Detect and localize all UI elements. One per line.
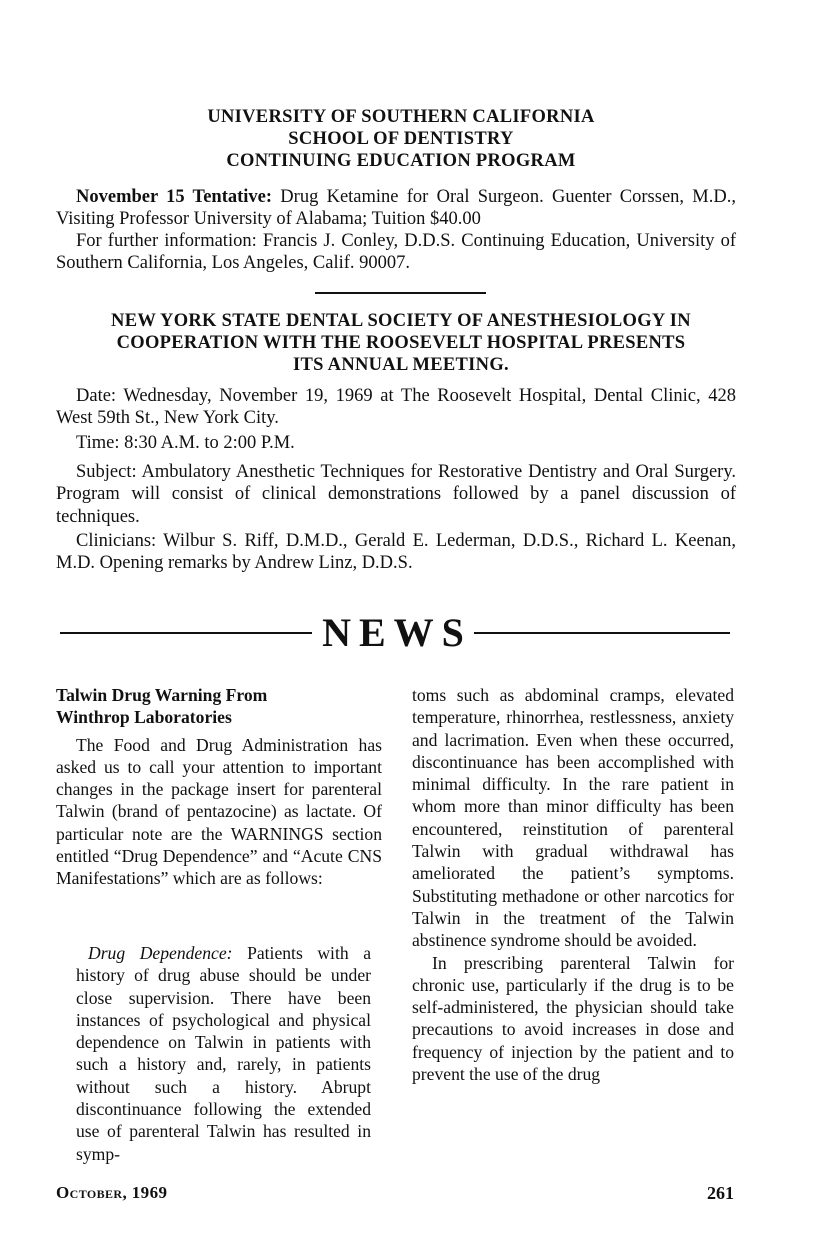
footer-date: October, 1969 — [56, 1183, 168, 1202]
nysdsa-header-line: COOPERATION WITH THE ROOSEVELT HOSPITAL PRESENTS — [116, 333, 686, 353]
nysdsa-header-line: NEW YORK STATE DENTAL SOCIETY OF ANESTHESIOLOGY IN — [111, 311, 691, 331]
drug-dependence-quote — [76, 942, 371, 1165]
nysdsa-header — [56, 310, 746, 376]
usc-tentative-paragraph — [56, 186, 736, 231]
page-number: 261 — [707, 1183, 734, 1203]
nysdsa-time-paragraph: Time: 8:30 A.M. to 2:00 P.M. — [76, 433, 295, 453]
section-divider — [315, 292, 486, 294]
article-title-line: Talwin Drug Warning From — [56, 685, 268, 705]
usc-info-paragraph: For further information: Francis J. Conley, D.D.S. Continuing Education, University of Southern California, Los Angeles, Calif. 90007. — [56, 231, 736, 274]
usc-header-line: SCHOOL OF DENTISTRY — [288, 129, 514, 149]
news-left-column — [56, 684, 382, 890]
usc-header-line: UNIVERSITY OF SOUTHERN CALIFORNIA — [207, 107, 595, 127]
right-column-paragraph: toms such as abdominal cramps, elevated temperature, rhinorrhea, restlessness, anxiety and lacrimation. Even when these occurred, discontinuance has been accomplished with minimal difficulty. In the rare patient in whom more than minor difficulty has been encountered, reinstitution of parenteral Talwin with gradual withdrawal has ameliorated the patient’s symptoms. Substituting methadone or other narcotics for Talwin in the treatment of the Talwin abstinence syndrome should be avoided. — [412, 685, 734, 951]
quote-heading: Drug Dependence: — [88, 943, 233, 963]
quote-text: Patients with a history of drug abuse should be under close supervision. There have been instances of psychological and physical dependence on Talwin in patients with such a history and, rarely, in patients without such a history. Abrupt discontinuance following the extended use of parenteral Talwin has resulted in symp- — [76, 943, 372, 1164]
nysdsa-clinicians-paragraph: Clinicians: Wilbur S. Riff, D.M.D., Gerald E. Lederman, D.D.S., Richard L. Keenan, M.D. Opening remarks by Andrew Linz, D.D.S. — [56, 531, 736, 574]
news-right-column — [412, 684, 734, 1085]
nysdsa-date-paragraph: Date: Wednesday, November 19, 1969 at The Roosevelt Hospital, Dental Clinic, 428 West 59th St., New York City. — [56, 386, 736, 429]
nysdsa-subject-paragraph: Subject: Ambulatory Anesthetic Techniques for Restorative Dentistry and Oral Surgery. Program will consist of clinical demonstrations followed by a panel discussion of techniques. — [56, 462, 736, 527]
usc-header-line: CONTINUING EDUCATION PROGRAM — [226, 151, 576, 171]
usc-header — [56, 106, 746, 172]
news-rule-left — [60, 632, 312, 634]
article-title-line: Winthrop Laboratories — [56, 707, 232, 728]
nysdsa-header-line: ITS ANNUAL MEETING. — [293, 355, 509, 375]
usc-tentative-text: Drug Ketamine for Oral Surgeon. Guenter Corssen, M.D., Visiting Professor University of Alabama; Tuition $40.00 — [56, 187, 736, 230]
usc-tentative-label: November 15 Tentative: — [76, 187, 273, 207]
right-column-paragraph: In prescribing parenteral Talwin for chronic use, particularly if the drug is to be self-administered, the physician should take precautions to avoid increases in dose and frequency of injection by the patient and to prevent the use of the drug — [412, 952, 734, 1085]
article-intro: The Food and Drug Administration has asked us to call your attention to important changes in the package insert for parenteral Talwin (brand of pentazocine) as lactate. Of particular note are the WARNINGS section entitled “Drug Dependence” and “Acute CNS Manifestations” which are as follows: — [56, 734, 382, 889]
news-rule-right — [474, 632, 730, 634]
news-title: NEWS — [322, 610, 472, 655]
